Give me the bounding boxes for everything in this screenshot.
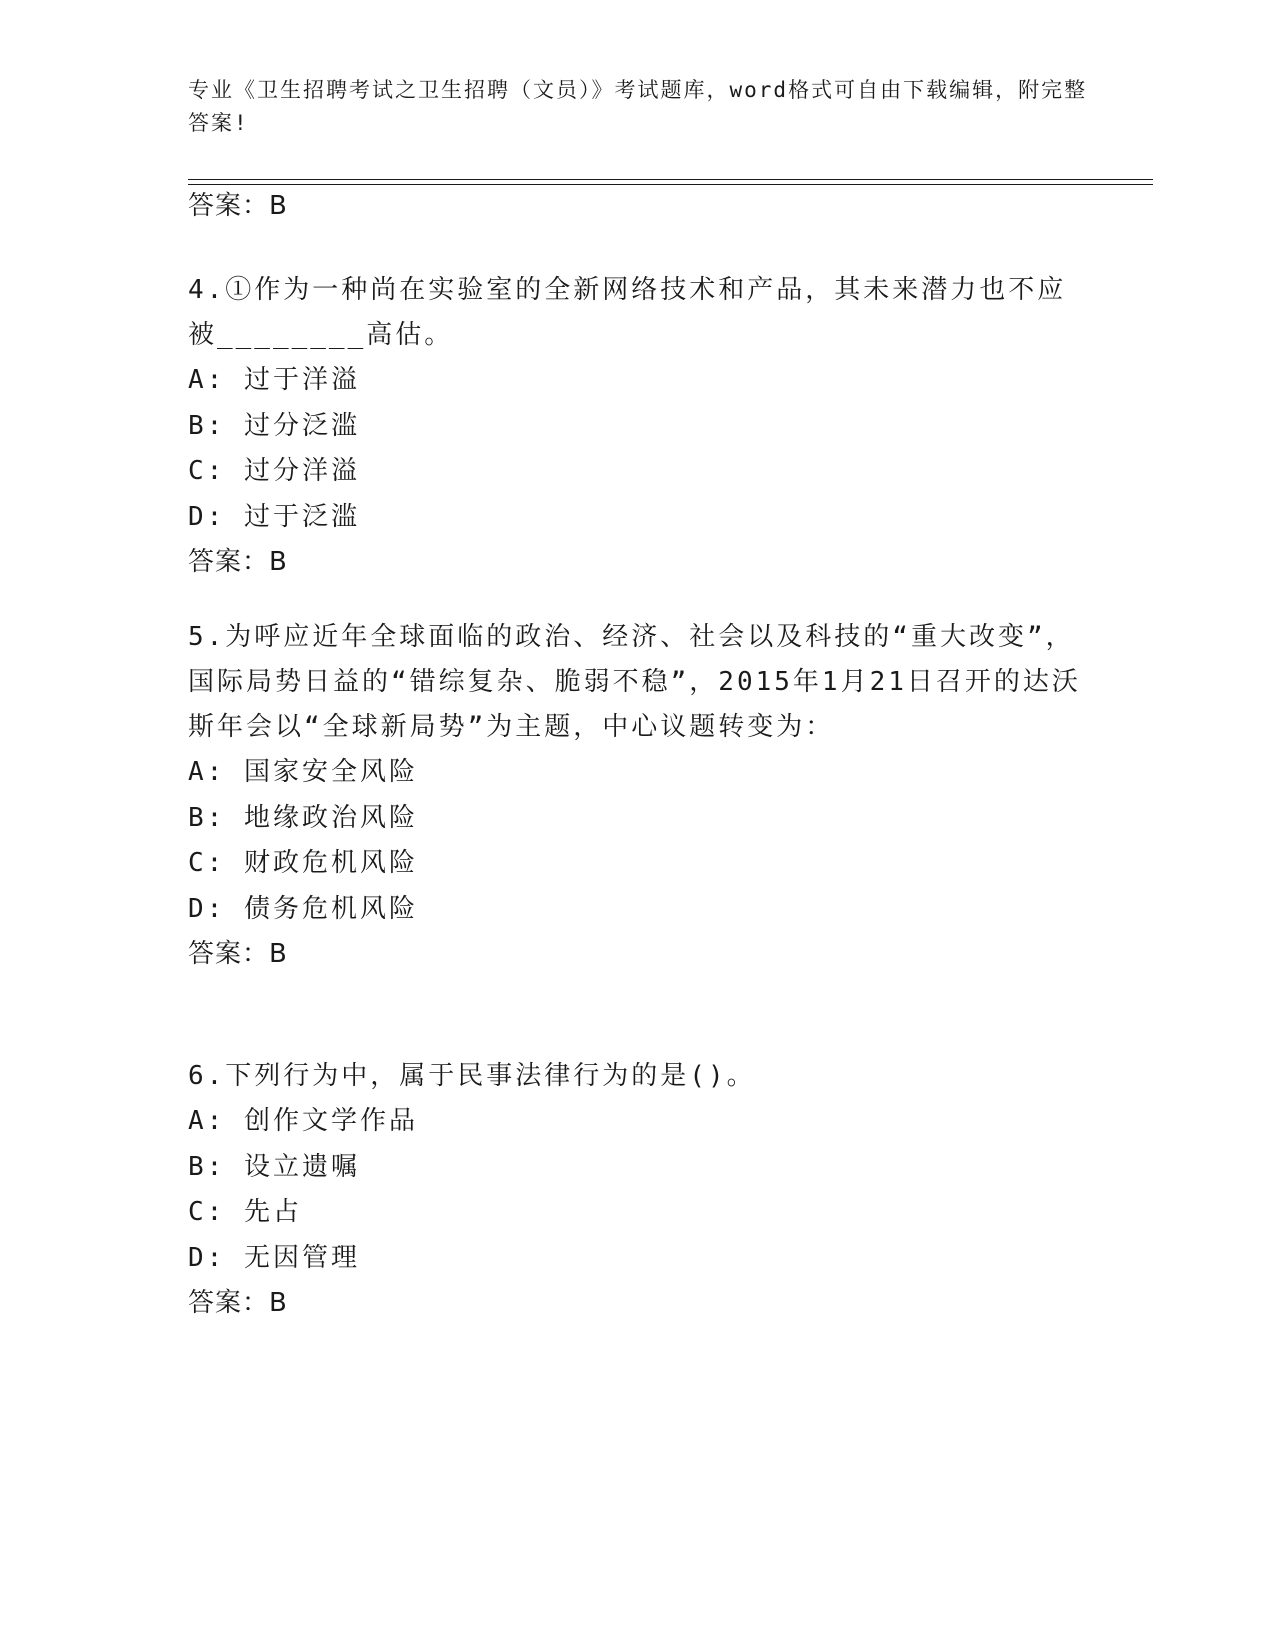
- question-6: [188, 1054, 1088, 1326]
- document-header: 专业《卫生招聘考试之卫生招聘（文员）》考试题库，word格式可自由下载编辑，附完整答案!: [188, 78, 1088, 135]
- option-c: C: 先占: [188, 1197, 302, 1227]
- question-stem: 6.下列行为中，属于民事法律行为的是()。: [188, 1061, 756, 1091]
- option-d: D: 债务危机风险: [188, 893, 418, 924]
- option-a: A: 过于洋溢: [188, 365, 360, 395]
- option-a: A: 创作文学作品: [188, 1106, 418, 1136]
- option-b: B: 地缘政治风险: [188, 802, 418, 833]
- option-c: C: 过分洋溢: [188, 456, 360, 486]
- top-answer: 答案：B: [188, 191, 288, 221]
- question-answer: 答案：B: [188, 939, 288, 969]
- header-divider: [188, 179, 1153, 180]
- option-c: C: 财政危机风险: [188, 848, 418, 878]
- question-stem: 5.为呼应近年全球面临的政治、经济、社会以及科技的“重大改变”，国际局势日益的“错综复杂、脆弱不稳”，2015年1月21日召开的达沃斯年会以“全球新局势”为主题，中心议题转变为：: [188, 622, 1081, 742]
- option-b: B: 设立遗嘱: [188, 1151, 360, 1182]
- header-divider-thin: [188, 184, 1153, 185]
- option-a: A: 国家安全风险: [188, 757, 418, 787]
- question-5: [188, 615, 1088, 977]
- question-4: [188, 268, 1088, 585]
- question-stem: 4.①作为一种尚在实验室的全新网络技术和产品，其未来潜力也不应被________高估。: [188, 275, 1067, 350]
- question-answer: 答案：B: [188, 547, 288, 577]
- question-answer: 答案：B: [188, 1288, 288, 1318]
- option-d: D: 过于泛滥: [188, 501, 360, 532]
- option-b: B: 过分泛滥: [188, 410, 360, 441]
- option-d: D: 无因管理: [188, 1242, 360, 1273]
